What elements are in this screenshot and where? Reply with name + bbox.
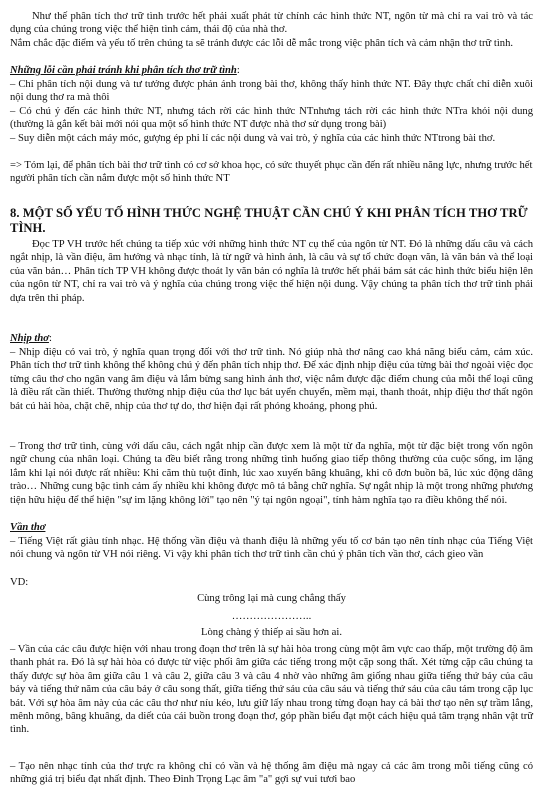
intro-paragraph-2: Nắm chắc đặc điểm và yếu tố trên chúng ta sẽ tránh được các lỗi dễ mắc trong việc phân tích và cảm nhận thơ trữ tình. [10,38,514,49]
verse-line-1: Cùng trông lại mà cung chẳng thấy [197,593,346,604]
rhythm-heading-colon: : [48,333,52,344]
verse-ellipsis: ………………….. [231,611,312,622]
rhyme-paragraph-1: – Tiếng Việt rất giàu tính nhạc. Hệ thống vần điệu và thanh điệu là những yếu tố cơ bản tạo nên tính nhạc của Tiếng Việt nói chung và ngôn từ VH nói riêng. Vì vậy khi phân tích thơ trữ tình cần chú ý phân tích vần thơ, cách gieo vần [10,536,533,561]
errors-heading-line [10,64,533,77]
example-label: VD: [10,577,29,588]
errors-item-3: – Suy diễn một cách máy móc, gượng ép phi lí các nội dung và vai trò, ý nghĩa của các hình thức NTtrong bài thơ. [10,133,496,144]
errors-heading-colon: : [236,65,240,76]
section-8-paragraph: Đọc TP VH trước hết chúng ta tiếp xúc với những hình thức NT cụ thể của ngôn từ NT. Đó là những dấu câu và cách ngắt nhịp, là vần điệu, âm hưởng và nhạc tính, là từ ngữ và hình ảnh, là câu và sự tổ chức đoạn văn, là văn bản và thể loại của văn bản… Phân tích TP VH không được thoát ly văn bản có nghĩa là trước hết phải bám sát các hình thức biểu hiện lên của ngôn từ NT, chỉ ra vai trò và ý nghĩa của chúng trong việc thể hiện nội dung. Vậy chúng ta phân tích thơ trữ tình phải dựa trên thi pháp. [10,239,533,304]
rhythm-paragraph-1: – Nhịp điệu có vai trò, ý nghĩa quan trọng đối với thơ trữ tình. Nó giúp nhà thơ nâng cao khả năng biểu cảm, cảm xúc. Phân tích thơ trữ tình không thể không chú ý đến phân tích nhịp thơ. Để xác định nhịp điệu của từng bài thơ ngoài việc đọc từng câu thơ cho ngân vang âm điệu và lắm bừng sang hình ảnh thơ, việc nắm được đặc điểm chung của mỗi thể loại cũng là điều rất cần thiết. Thường thường nhịp điệu của thơ lục bát uyển chuyển, mềm mại, thanh thoát, nhịp điệu thơ thất ngôn bát cú hài hòa, chặt chẽ, nhịp của thơ tự do, thơ hiện đại rất phóng khoáng, phong phú. [10,347,533,412]
rhythm-paragraph-2: – Trong thơ trữ tình, cùng với dấu câu, cách ngắt nhịp cần được xem là một từ đa nghĩa, một từ đặc biệt trong vốn ngôn ngữ chung của nhân loại. Chúng ta đều biết rằng trong những tình huống giao tiếp thông thường của cuộc sống, im lặng lắm khi lại nói được rất nhiều: Khi căm thù tuột đỉnh, lúc xao xuyến bâng khuâng, khi cô đơn buồn bã, lúc xúc động dâng trào… Những cung bậc tình cảm ấy nhiều khi không được mô tả bằng chữ nghĩa. Sự ngắt nhịp là một trong những phương tiện hữu hiệu để thể hiện "sự im lặng không lời" tạo nên "ý tại ngôn ngoại", tính hàm nghĩa tạo ra điều không thể nói. [10,441,533,506]
rhyme-paragraph-3: – Tạo nên nhạc tính của thơ trực ra không chỉ có vần và hệ thống âm điệu mà ngay cả các âm trong mỗi tiếng cũng có những giá trị biểu đạt nhất định. Theo Đinh Trọng Lạc âm "a" gợi sự vui tươi bao [10,761,533,786]
errors-heading: Những lỗi cần phải tránh khi phân tích thơ trữ tình [10,65,237,76]
rhyme-paragraph-2: – Vần của các câu được hiện với nhau trong đoạn thơ trên là sự hài hòa trong cùng một âm vực cao thấp, một trường độ âm thanh phát ra. Đó là sự hài hòa có được từ việc phối âm giữa các tiếng trong một cặp song thất. Xét từng cặp câu chúng ta thấy được sự hòa âm giữa câu 1 và câu 2, giữa câu 3 và câu 4 nhờ vào những âm giống nhau giữa tiếng thứ bảy của câu bảy và tiếng thứ năm của câu bảy ở câu song thất, giữa tiếng thứ sáu của câu sáu và tiếng thứ sáu của câu tám trong cặp lục bát. Với sự hòa âm này của các câu thơ như níu kéo, lưu giữ lấy nhau trong từng đoạn hay cả bài thơ tạo nên sự trầm lắng, mênh mông, bâng khuâng, da diết của cái buồn trong đoạn thơ, góp phần biểu đạt một cách hiệu quả tâm trạng nhân vật trữ tình. [10,644,533,736]
verse-line-2: Lòng chàng ý thiếp ai sầu hơn ai. [201,627,342,638]
rhyme-heading: Vần thơ [10,522,46,533]
section-8-heading: 8. MỘT SỐ YẾU TỐ HÌNH THỨC NGHỆ THUẬT CẦN CHÚ Ý KHI PHÂN TÍCH THƠ TRỮ TÌNH. [10,206,528,235]
rhyme-heading-line [10,521,533,534]
rhythm-heading: Nhịp thơ [10,333,49,344]
errors-item-2: – Có chú ý đến các hình thức NT, nhưng tách rời các hình thức NTnhưng tách rời các hình thức NTra khỏi nội dung (thường là gắn kết bài mới nói qua một số hình thức NT được nhà thơ sử dụng trong bài) [10,106,533,131]
errors-summary: => Tóm lại, để phân tích bài thơ trữ tình có cơ sở khoa học, có sức thuyết phục cần đến rất nhiều năng lực, nhưng trước hết người phân tích cần nắm được một số hình thức NT [10,160,533,185]
intro-paragraph-1: Như thế phân tích thơ trữ tình trước hết phải xuất phát từ chính các hình thức NT, ngôn từ mà chỉ ra vai trò và tác dụng của chúng trong việc thể hiện tình cảm, thái độ của nhà thơ. [10,11,533,36]
rhythm-heading-line [10,332,533,345]
errors-item-1: – Chỉ phân tích nội dung và tư tưởng được phản ánh trong bài thơ, không thấy hình thức NT. Đây thực chất chỉ diễn xuôi nội dung thơ ra mà thôi [10,79,533,104]
